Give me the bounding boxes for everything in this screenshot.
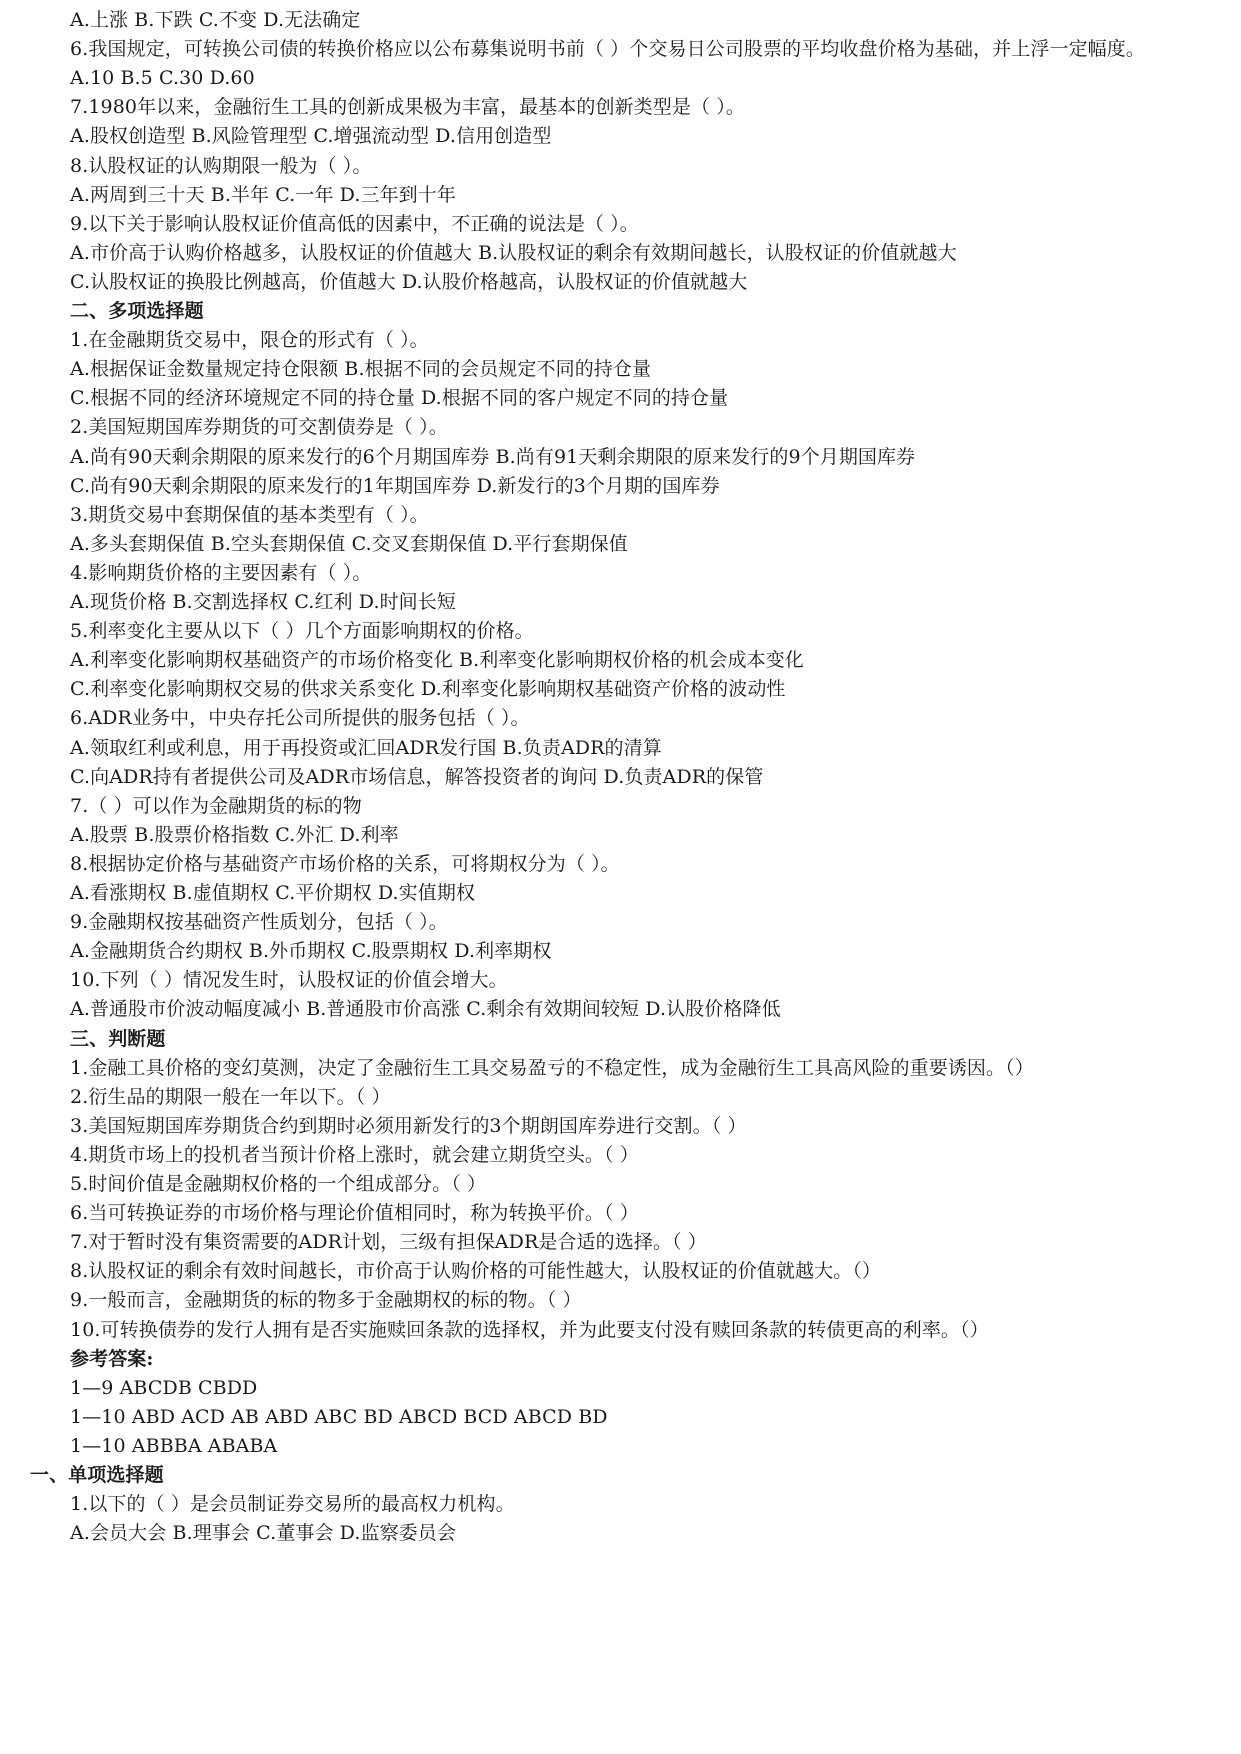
question-line: 9.金融期权按基础资产性质划分，包括（ ）。 (70, 911, 448, 934)
question-line: 8.认股权证的认购期限一般为（ ）。 (70, 154, 372, 177)
option-line: C.利率变化影响期权交易的供求关系变化 D.利率变化影响期权基础资产价格的波动性 (70, 678, 786, 701)
question-line: 10.下列（ ）情况发生时，认股权证的价值会增大。 (70, 969, 508, 992)
question-line: 8.认股权证的剩余有效时间越长，市价高于认购价格的可能性越大，认股权证的价值就越大。（） (70, 1260, 882, 1283)
option-line: A.两周到三十天 B.半年 C.一年 D.三年到十年 (70, 183, 456, 206)
option-line: A.股权创造型 B.风险管理型 C.增强流动型 D.信用创造型 (70, 125, 552, 148)
option-line: A.根据保证金数量规定持仓限额 B.根据不同的会员规定不同的持仓量 (70, 358, 652, 381)
option-line: A.看涨期权 B.虚值期权 C.平价期权 D.实值期权 (70, 882, 476, 904)
question-line: 7.1980年以来，金融衍生工具的创新成果极为丰富，最基本的创新类型是（ ）。 (70, 96, 745, 119)
question-line: 6.当可转换证券的市场价格与理论价值相同时，称为转换平价。（ ） (70, 1202, 639, 1225)
section-heading: 参考答案: (70, 1347, 154, 1370)
question-line: 2.衍生品的期限一般在一年以下。（ ） (70, 1085, 391, 1108)
option-line: C.根据不同的经济环境规定不同的持仓量 D.根据不同的客户规定不同的持仓量 (70, 387, 729, 410)
option-line: A.金融期货合约期权 B.外币期权 C.股票期权 D.利率期权 (70, 940, 552, 963)
question-line: 10.可转换债券的发行人拥有是否实施赎回条款的选择权，并为此要支付没有赎回条款的转债更高的利率。（） (70, 1318, 989, 1341)
question-line: 2.美国短期国库券期货的可交割债券是（ ）。 (70, 416, 448, 439)
section-heading: 三、判断题 (70, 1027, 166, 1050)
option-line: C.认股权证的换股比例越高，价值越大 D.认股价格越高，认股权证的价值就越大 (70, 270, 748, 293)
option-line: A.多头套期保值 B.空头套期保值 C.交叉套期保值 D.平行套期保值 (70, 532, 628, 555)
answer-line: 1—10 ABBBA ABABA (70, 1434, 278, 1457)
option-line: C.向ADR持有者提供公司及ADR市场信息，解答投资者的询问 D.负责ADR的保管 (70, 765, 764, 788)
option-line: A.会员大会 B.理事会 C.董事会 D.监察委员会 (70, 1522, 456, 1545)
question-line: 4.期货市场上的投机者当预计价格上涨时，就会建立期货空头。（ ） (70, 1143, 639, 1166)
question-line: 7.（ ）可以作为金融期货的标的物 (70, 794, 362, 817)
question-line: 9.一般而言，金融期货的标的物多于金融期权的标的物。（ ） (70, 1289, 582, 1312)
option-line: A.利率变化影响期权基础资产的市场价格变化 B.利率变化影响期权价格的机会成本变化 (70, 649, 804, 672)
question-line: 1.金融工具价格的变幻莫测，决定了金融衍生工具交易盈亏的不稳定性，成为金融衍生工具高风险的重要诱因。（） (70, 1056, 1034, 1079)
section-heading: 二、多项选择题 (70, 300, 204, 322)
section-heading: 一、单项选择题 (30, 1464, 164, 1486)
answer-line: 1—10 ABD ACD AB ABD ABC BD ABCD BCD ABCD BD (70, 1405, 608, 1428)
question-line: 8.根据协定价格与基础资产市场价格的关系，可将期权分为（ ）。 (70, 852, 620, 875)
question-line: 9.以下关于影响认股权证价值高低的因素中，不正确的说法是（ ）。 (70, 212, 639, 235)
question-line: 6.我国规定，可转换公司债的转换价格应以公布募集说明书前（ ）个交易日公司股票的平均收盘价格为基础，并上浮一定幅度。 (70, 38, 1145, 61)
option-line: A.上涨 B.下跌 C.不变 D.无法确定 (70, 9, 361, 31)
option-line: A.现货价格 B.交割选择权 C.红利 D.时间长短 (70, 591, 456, 613)
option-line: A.股票 B.股票价格指数 C.外汇 D.利率 (70, 823, 399, 846)
question-line: 3.美国短期国库券期货合约到期时必须用新发行的3个期朗国库券进行交割。（ ） (70, 1114, 747, 1137)
option-line: A.尚有90天剩余期限的原来发行的6个月期国库券 B.尚有91天剩余期限的原来发行的9个月期国库券 (70, 445, 916, 468)
option-line: A.10 B.5 C.30 D.60 (70, 67, 255, 90)
option-line: A.普通股市价波动幅度减小 B.普通股市价高涨 C.剩余有效期间较短 D.认股价格降低 (70, 998, 781, 1021)
question-line: 3.期货交易中套期保值的基本类型有（ ）。 (70, 503, 429, 526)
question-line: 7.对于暂时没有集资需要的ADR计划，三级有担保ADR是合适的选择。（ ） (70, 1231, 707, 1254)
question-line: 6.ADR业务中，中央存托公司所提供的服务包括（ ）。 (70, 707, 530, 730)
question-line: 1.以下的（ ）是会员制证券交易所的最高权力机构。 (70, 1493, 515, 1516)
question-line: 5.利率变化主要从以下（ ）几个方面影响期权的价格。 (70, 620, 534, 643)
question-line: 4.影响期货价格的主要因素有（ ）。 (70, 561, 372, 584)
question-line: 1.在金融期货交易中，限仓的形式有（ ）。 (70, 329, 429, 352)
answer-line: 1—9 ABCDB CBDD (70, 1376, 258, 1399)
option-line: A.领取红利或利息，用于再投资或汇回ADR发行国 B.负责ADR的清算 (70, 736, 662, 759)
option-line: A.市价高于认购价格越多，认股权证的价值越大 B.认股权证的剩余有效期间越长，认股权证的价值就越大 (70, 241, 957, 264)
question-line: 5.时间价值是金融期权价格的一个组成部分。（ ） (70, 1173, 487, 1195)
option-line: C.尚有90天剩余期限的原来发行的1年期国库券 D.新发行的3个月期的国库券 (70, 474, 720, 497)
